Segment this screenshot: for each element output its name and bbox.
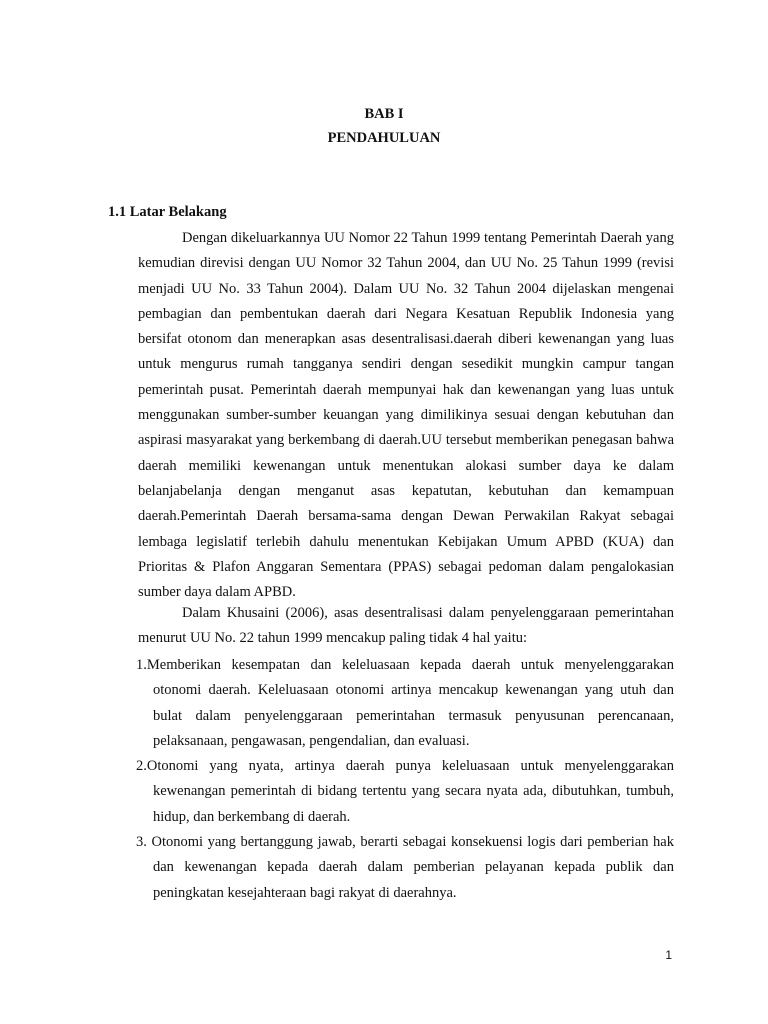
page-number: 1: [665, 948, 672, 962]
list-item: 3. Otonomi yang bertanggung jawab, berarti sebagai konsekuensi logis dari pemberian hak dan kewenangan kepada daerah dalam pemberian pelayanan kepada publik dan peningkatan kesejahteraan bagi rakyat di daerahnya.: [136, 834, 674, 901]
chapter-title: PENDAHULUAN: [327, 130, 441, 146]
section-heading: 1.1 Latar Belakang: [108, 204, 227, 220]
list-item: 1.Memberikan kesempatan dan keleluasaan kepada daerah untuk menyelenggarakan otonomi daerah. Keleluasaan otonomi artinya mencakup kewenangan yang utuh dan bulat dalam penyelenggaraan pemerintahan termasuk penyusunan perencanaan, pelaksanaan, pengawasan, pengendalian, dan evaluasi.: [136, 657, 674, 749]
chapter-number: BAB I: [364, 106, 404, 122]
list-item: 2.Otonomi yang nyata, artinya daerah punya keleluasaan untuk menyelenggarakan kewenangan pemerintah di bidang tertentu yang secara nyata ada, dibutuhkan, tumbuh, hidup, dan berkembang di daerah.: [136, 758, 674, 825]
paragraph-khusaini: Dalam Khusaini (2006), asas desentralisasi dalam penyelenggaraan pemerintahan menurut UU No. 22 tahun 1999 mencakup paling tidak 4 hal yaitu:: [138, 605, 674, 647]
decentralization-list: [136, 653, 674, 906]
paragraph-background: Dengan dikeluarkannya UU Nomor 22 Tahun 1999 tentang Pemerintah Daerah yang kemudian direvisi dengan UU Nomor 32 Tahun 2004, dan UU No. 25 Tahun 1999 (revisi menjadi UU No. 33 Tahun 2004). Dalam UU No. 32 Tahun 2004 dijelaskan mengenai pembagian dan pembentukan daerah dari Negara Kesatuan Republik Indonesia yang bersifat otonom dan menerapkan asas desentralisasi.daerah diberi kewenangan yang luas untuk mengurus rumah tangganya sendiri dengan sesedikit mungkin campur tangan pemerintah pusat. Pemerintah daerah mempunyai hak dan kewenangan yang luas untuk menggunakan sumber-sumber keuangan yang dimilikinya sesuai dengan kebutuhan dan aspirasi masyarakat yang berkembang di daerah.UU tersebut memberikan penegasan bahwa daerah memiliki kewenangan untuk menentukan alokasi sumber daya ke dalam belanjabelanja dengan menganut asas kepatutan, kebutuhan dan kemampuan daerah.Pemerintah Daerah bersama-sama dengan Dewan Perwakilan Rakyat sebagai lembaga legislatif terlebih dahulu menentukan Kebijakan Umum APBD (KUA) dan Prioritas & Plafon Anggaran Sementara (PPAS) sebagai pedoman dalam pengalokasian sumber daya dalam APBD.: [138, 230, 674, 601]
